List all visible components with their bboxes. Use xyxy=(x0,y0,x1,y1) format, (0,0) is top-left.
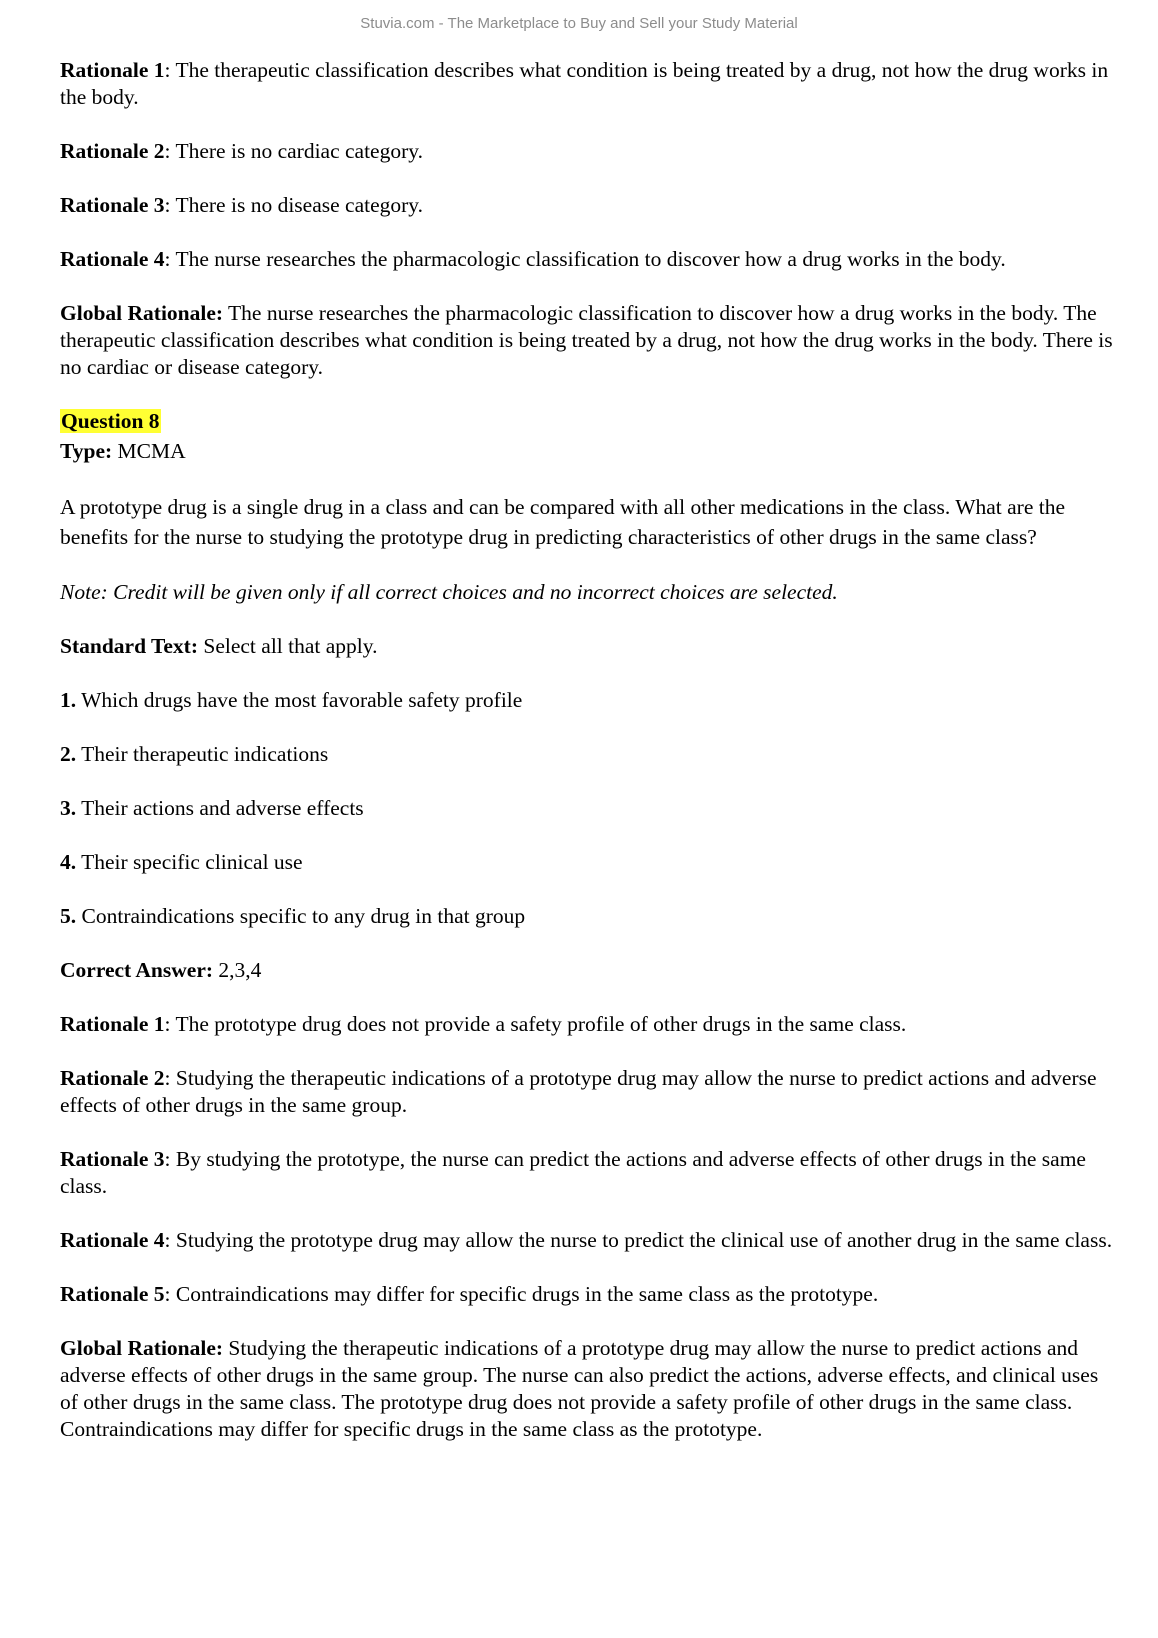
document-body xyxy=(60,57,1120,1443)
rationale-text: : The therapeutic classification describes what condition is being treated by a drug, not how the drug works in the body. xyxy=(60,58,1109,109)
option-text: Their actions and adverse effects xyxy=(76,796,364,820)
rationale-4 xyxy=(60,1227,1120,1254)
standard-value: Select all that apply. xyxy=(198,634,378,658)
rationale-text: : The nurse researches the pharmacologic classification to discover how a drug works in the body. xyxy=(164,247,1006,271)
option-number: 2. xyxy=(60,742,77,766)
answer-option-4 xyxy=(60,849,1120,876)
global-rationale-text: Studying the therapeutic indications of a prototype drug may allow the nurse to predict actions and adverse effects of other drugs in the same group. The nurse can also predict the actions, adverse effects, and clinical uses of other drugs in the same class. The prototype drug does not provide a safety profile of other drugs in the same class. Contraindications may differ for specific drugs in the same class as the prototype. xyxy=(60,1336,1099,1441)
global-rationale-text: The nurse researches the pharmacologic classification to discover how a drug works in the body. The therapeutic classification describes what condition is being treated by a drug, not how the drug works in the body. There is no cardiac or disease category. xyxy=(60,301,1113,379)
rationale-2 xyxy=(60,1065,1120,1119)
option-number: 4. xyxy=(60,850,77,874)
question-type xyxy=(60,438,1120,465)
answer-option-3 xyxy=(60,795,1120,822)
rationale-label: Rationale 3 xyxy=(60,1147,165,1171)
option-text: Their specific clinical use xyxy=(76,850,303,874)
option-text: Which drugs have the most favorable safety profile xyxy=(76,688,523,712)
rationale-1 xyxy=(60,1011,1120,1038)
answer-option-1 xyxy=(60,687,1120,714)
rationale-3 xyxy=(60,1146,1120,1200)
rationale-text: : There is no disease category. xyxy=(164,193,424,217)
rationale-text: : Contraindications may differ for specific drugs in the same class as the prototype. xyxy=(164,1282,879,1306)
global-rationale-label: Global Rationale: xyxy=(60,301,224,325)
rationale-label: Rationale 4 xyxy=(60,1228,165,1252)
type-label: Type: xyxy=(60,439,113,463)
rationale-text: : Studying the therapeutic indications of a prototype drug may allow the nurse to predict actions and adverse effects of other drugs in the same group. xyxy=(60,1066,1097,1117)
option-number: 1. xyxy=(60,688,77,712)
option-text: Their therapeutic indications xyxy=(76,742,329,766)
answer-option-5 xyxy=(60,903,1120,930)
prev-global-rationale xyxy=(60,300,1120,381)
rationale-text: : By studying the prototype, the nurse can predict the actions and adverse effects of other drugs in the same class. xyxy=(60,1147,1086,1198)
rationale-5 xyxy=(60,1281,1120,1308)
rationale-text: : Studying the prototype drug may allow the nurse to predict the clinical use of another drug in the same class. xyxy=(164,1228,1113,1252)
answer-option-2 xyxy=(60,741,1120,768)
option-text: Contraindications specific to any drug in that group xyxy=(76,904,526,928)
type-value: MCMA xyxy=(112,439,186,463)
rationale-text: : There is no cardiac category. xyxy=(164,139,423,163)
option-number: 3. xyxy=(60,796,77,820)
question-note: Note: Credit will be given only if all correct choices and no incorrect choices are selected. xyxy=(60,580,838,604)
prev-rationale-2 xyxy=(60,138,1120,165)
rationale-label: Rationale 2 xyxy=(60,1066,165,1090)
question-stem: A prototype drug is a single drug in a class and can be compared with all other medications in the class. What are the benefits for the nurse to studying the prototype drug in predicting characteristics of other drugs in the same class? xyxy=(60,495,1066,549)
question-title: Question 8 xyxy=(61,409,160,433)
standard-text xyxy=(60,633,1120,660)
correct-answer-value: 2,3,4 xyxy=(213,958,262,982)
standard-label: Standard Text: xyxy=(60,634,198,658)
global-rationale xyxy=(60,1335,1120,1443)
page-header: Stuvia.com - The Marketplace to Buy and Sell your Study Material xyxy=(360,15,798,32)
rationale-label: Rationale 1 xyxy=(60,58,165,82)
prev-rationale-3 xyxy=(60,192,1120,219)
rationale-label: Rationale 4 xyxy=(60,247,165,271)
question-title-line xyxy=(60,408,1120,435)
global-rationale-label: Global Rationale: xyxy=(60,1336,224,1360)
rationale-text: : The prototype drug does not provide a safety profile of other drugs in the same class. xyxy=(164,1012,907,1036)
rationale-label: Rationale 2 xyxy=(60,139,165,163)
option-number: 5. xyxy=(60,904,77,928)
prev-rationale-1 xyxy=(60,57,1120,111)
rationale-label: Rationale 5 xyxy=(60,1282,165,1306)
rationale-label: Rationale 3 xyxy=(60,193,165,217)
correct-answer-label: Correct Answer: xyxy=(60,958,214,982)
correct-answer xyxy=(60,957,1120,984)
rationale-label: Rationale 1 xyxy=(60,1012,165,1036)
prev-rationale-4 xyxy=(60,246,1120,273)
